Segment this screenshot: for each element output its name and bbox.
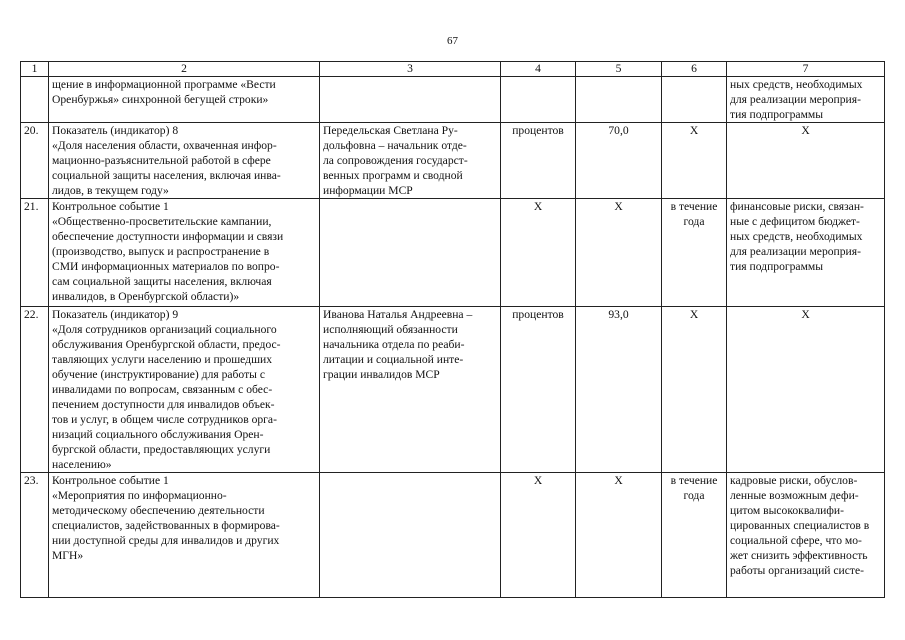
table-row: [21, 199, 885, 307]
column-header: 6: [662, 62, 727, 77]
value-cell: Х: [576, 473, 662, 598]
unit-cell: Х: [501, 199, 576, 307]
deadline-cell: в течение года: [662, 473, 727, 598]
table-row-continuation: [21, 77, 885, 123]
column-header: 3: [320, 62, 501, 77]
table-row: [21, 473, 885, 598]
plan-table: [20, 61, 885, 598]
deadline-cell: в течение года: [662, 199, 727, 307]
unit-cell: Х: [501, 473, 576, 598]
value-cell: 93,0: [576, 307, 662, 473]
row-number-cell: 23.: [21, 473, 49, 598]
risk-cell: кадровые риски, обуслов- ленные возможным дефи- цитом высококвалифи- цированных специалистов в социальной сфере, что мо- жет снизить эффективность работы организаций систе-: [727, 473, 885, 598]
risk-cell: финансовые риски, связан- ные с дефицитом бюджет- ных средств, необходимых для реализации мероприя- тия подпрограммы: [727, 199, 885, 307]
row-number-cell: 20.: [21, 123, 49, 199]
column-header: 7: [727, 62, 885, 77]
unit-cell: процентов: [501, 307, 576, 473]
responsible-cell: [320, 77, 501, 123]
responsible-cell: [320, 473, 501, 598]
event-description-cell: Показатель (индикатор) 9 «Доля сотрудников организаций социального обслуживания Оренбургской области, предос- тавляющих услуги населению и прошедших обучение (инструктирование) для работы с инвалидами по вопросам, связанным с обес- печением доступности для инвалидов объек- тов и услуг, в общем числе сотрудников орга- низаций социального обслуживания Орен- бургской области, предоставляющих услуги населению»: [49, 307, 320, 473]
risk-cell: ных средств, необходимых для реализации мероприя- тия подпрограммы: [727, 77, 885, 123]
responsible-cell: Передельская Светлана Ру- дольфовна – начальник отде- ла сопровождения государст- венных программ и сводной информации МСР: [320, 123, 501, 199]
value-cell: Х: [576, 199, 662, 307]
row-number-cell: 22.: [21, 307, 49, 473]
responsible-cell: Иванова Наталья Андреевна – исполняющий обязанности начальника отдела по реаби- литации и социальной инте- грации инвалидов МСР: [320, 307, 501, 473]
value-cell: 70,0: [576, 123, 662, 199]
column-header: 4: [501, 62, 576, 77]
risk-cell: Х: [727, 123, 885, 199]
table-row: [21, 307, 885, 473]
unit-cell: процентов: [501, 123, 576, 199]
value-cell: [576, 77, 662, 123]
row-number-cell: [21, 77, 49, 123]
column-header: 2: [49, 62, 320, 77]
risk-cell: Х: [727, 307, 885, 473]
column-header: 5: [576, 62, 662, 77]
event-description-cell: Контрольное событие 1 «Общественно-просветительские кампании, обеспечение доступности информации и связи (производство, выпуск и распространение в СМИ информационных материалов по вопро- сам социальной защиты населения, включая инвалидов, в Оренбургской области)»: [49, 199, 320, 307]
responsible-cell: [320, 199, 501, 307]
unit-cell: [501, 77, 576, 123]
table-row: [21, 123, 885, 199]
page-number: 67: [447, 35, 458, 47]
deadline-cell: Х: [662, 123, 727, 199]
deadline-cell: Х: [662, 307, 727, 473]
deadline-cell: [662, 77, 727, 123]
row-number-cell: 21.: [21, 199, 49, 307]
event-description-cell: Контрольное событие 1 «Мероприятия по информационно- методическому обеспечению деятельности специалистов, задействованных в формирова- нии доступной среды для инвалидов и других МГН»: [49, 473, 320, 598]
column-header: 1: [21, 62, 49, 77]
column-number-row: [21, 62, 885, 77]
event-description-cell: щение в информационной программе «Вести Оренбуржья» синхронной бегущей строки»: [49, 77, 320, 123]
event-description-cell: Показатель (индикатор) 8 «Доля населения области, охваченная инфор- мационно-разъяснительной работой в сфере социальной защиты населения, включая инва- лидов, в текущем году»: [49, 123, 320, 199]
